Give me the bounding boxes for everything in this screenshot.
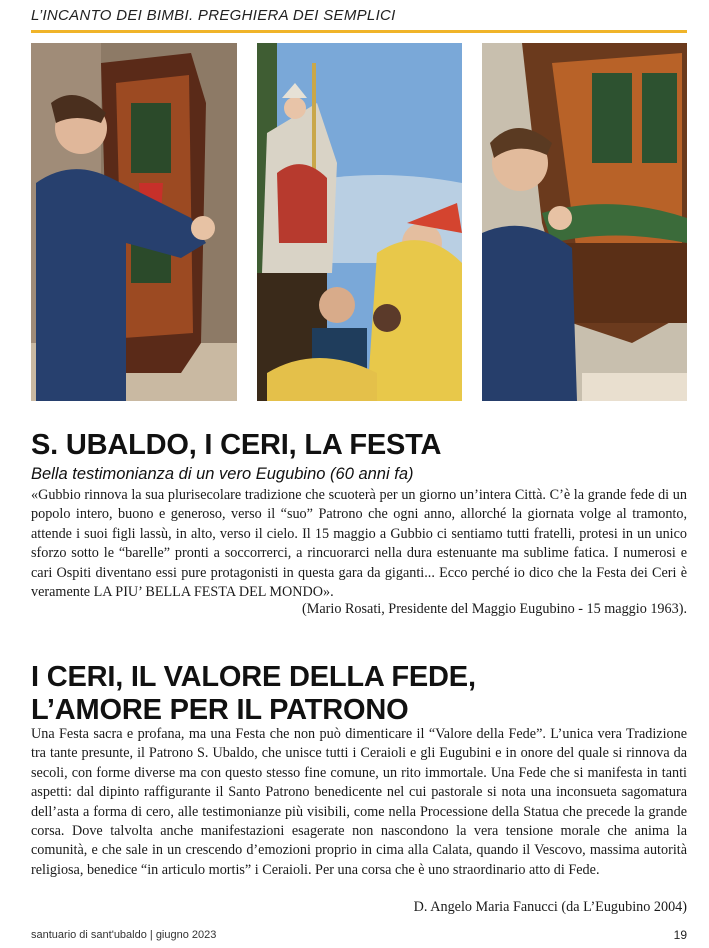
article-title-fede-line2: L’AMORE PER IL PATRONO: [31, 694, 409, 726]
photo-statue-procession-image: [257, 43, 462, 401]
article-body-festa: «Gubbio rinnova la sua plurisecolare tradizione che scuoterà per un giorno un’intera Città. C’è la grande fede di un popolo intero, buono e generoso, verso il “suo” Patrono che ogni anno, allorché la giornata volge al tramonto, attende i suoi figli lassù, in alto, verso il cielo. Il 15 maggio a Gubbio ci sentiamo tutti fratelli, protesi in un unico sforzo sotto le “barelle” pronti a soccorrerci, a rincuorarci nella dura estenuante ma sublime fatica. I numerosi e cari Ospiti diventano essi pure protagonisti in questa gara da giganti... Ecco perché io dico che la Festa dei Ceri è veramente LA PIU’ BELLA FESTA DEL MONDO».: [31, 487, 687, 601]
photo-child-leaning-cero: [482, 43, 687, 401]
section-title: L’INCANTO DEI BIMBI. PREGHIERA DEI SEMPLICI: [31, 7, 396, 24]
article-title-fede-line1: I CERI, IL VALORE DELLA FEDE,: [31, 661, 476, 693]
article-title-fede: [31, 661, 691, 727]
photo-child-touching-cero-image: [31, 43, 237, 401]
photo-child-touching-cero: [31, 43, 237, 401]
photo-child-leaning-cero-image: [482, 43, 687, 401]
footer-publication: santuario di sant'ubaldo | giugno 2023: [31, 929, 217, 941]
article-signature-fanucci: D. Angelo Maria Fanucci (da L’Eugubino 2004): [413, 899, 687, 915]
page-number: 19: [673, 928, 687, 942]
article-body-fede: Una Festa sacra e profana, ma una Festa che non può dimenticare il “Valore della Fede”. L’unica vera Tradizione tra tante presunte, il Patrono S. Ubaldo, che unisce tutti i Ceraioli e gli Eugubini e in onore del quale si rinnova da secoli, con forme diverse ma con questo stesso fine comune, un rito immortale. Una Fede che si manifesta in tanti aspetti: dal dipinto raffigurante il Santo Patrono benedicente nel cui pastorale si nota una inconsueta sagomatura dell’asta a forma di cero, alle testimonianze più visibili, come nella Processione della Statua che precede la grande corsa. Dove talvolta anche manifestazioni esagerate non nascondono la vera tensione morale che anima la comunità, e che sale in un crescendo d’emozioni proprio in cima alla Calata, quando il Vescovo, massima autorità religiosa, benedice “in articulo mortis” i Ceraioli. Per una corsa che è uno straordinario atto di Fede.: [31, 726, 687, 878]
article-subtitle: Bella testimonianza di un vero Eugubino (60 anni fa): [31, 465, 414, 483]
section-header: [31, 4, 687, 33]
article-title-festa: S. UBALDO, I CERI, LA FESTA: [31, 429, 442, 461]
photo-statue-procession: [257, 43, 462, 401]
article-signature-rosati: (Mario Rosati, Presidente del Maggio Eugubino - 15 maggio 1963).: [302, 601, 687, 617]
